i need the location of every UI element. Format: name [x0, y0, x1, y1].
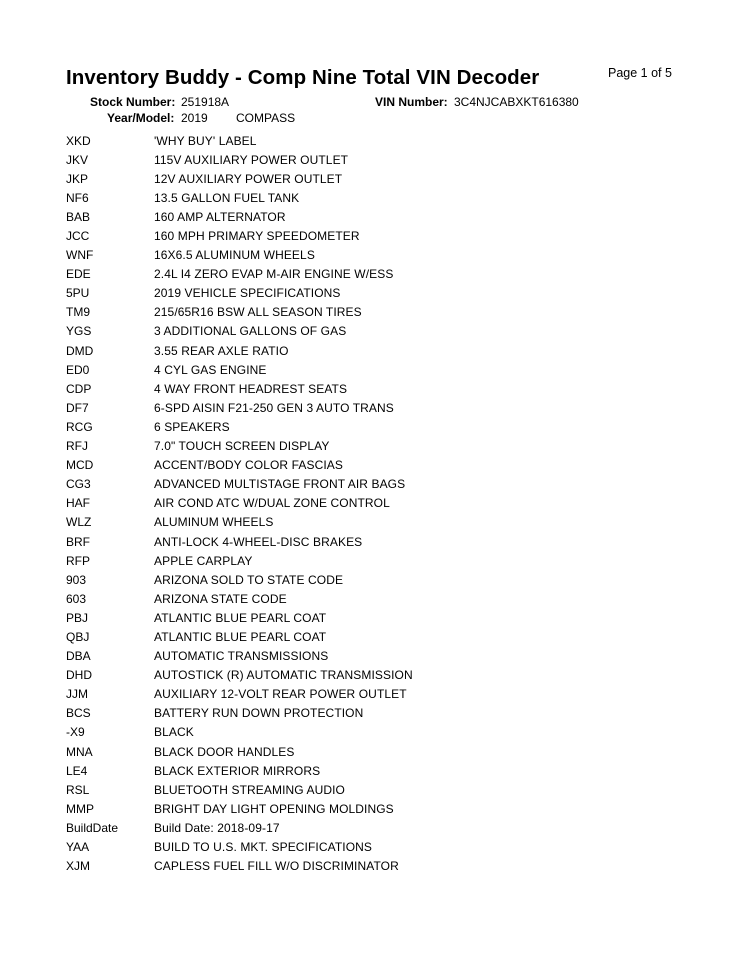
- option-description: ACCENT/BODY COLOR FASCIAS: [154, 458, 343, 473]
- option-description: APPLE CARPLAY: [154, 553, 253, 568]
- year-value: 2019: [181, 111, 208, 125]
- option-row: [66, 666, 413, 685]
- year-model-label: Year/Model:: [107, 111, 175, 125]
- option-description: ANTI-LOCK 4-WHEEL-DISC BRAKES: [154, 534, 363, 549]
- option-row: [66, 456, 413, 475]
- option-row: [66, 513, 413, 532]
- option-code: PBJ: [66, 610, 89, 625]
- option-description: 2.4L I4 ZERO EVAP M-AIR ENGINE W/ESS: [154, 267, 394, 282]
- option-description: 3.55 REAR AXLE RATIO: [154, 343, 289, 358]
- option-row: [66, 742, 413, 761]
- document-title: Inventory Buddy - Comp Nine Total VIN Decoder: [66, 66, 540, 89]
- option-row: [66, 857, 413, 876]
- option-code: WNF: [66, 248, 94, 263]
- option-description: AUTOMATIC TRANSMISSIONS: [154, 649, 329, 664]
- option-description: 115V AUXILIARY POWER OUTLET: [154, 152, 349, 167]
- option-description: BLACK EXTERIOR MIRRORS: [154, 763, 321, 778]
- option-code: -X9: [66, 725, 85, 740]
- option-code: TM9: [66, 305, 90, 320]
- option-code: WLZ: [66, 515, 92, 530]
- option-description: BLACK: [154, 725, 194, 740]
- option-row: [66, 627, 413, 646]
- option-row: [66, 761, 413, 780]
- option-code: MNA: [66, 744, 93, 759]
- option-row: [66, 589, 413, 608]
- option-code: DHD: [66, 668, 92, 683]
- option-row: [66, 551, 413, 570]
- option-code: BCS: [66, 706, 91, 721]
- option-description: BLACK DOOR HANDLES: [154, 744, 295, 759]
- option-description: BRIGHT DAY LIGHT OPENING MOLDINGS: [154, 801, 394, 816]
- option-description: AUTOSTICK (R) AUTOMATIC TRANSMISSION: [154, 668, 413, 683]
- option-row: [66, 437, 413, 456]
- option-row: [66, 723, 413, 742]
- vin-number-value: 3C4NJCABXKT616380: [454, 95, 579, 109]
- option-row: [66, 226, 413, 245]
- option-row: [66, 417, 413, 436]
- option-code: JKP: [66, 171, 89, 186]
- option-code: RFJ: [66, 439, 88, 454]
- stock-number-value: 251918A: [181, 95, 230, 109]
- option-description: 7.0" TOUCH SCREEN DISPLAY: [154, 439, 330, 454]
- option-description: 160 MPH PRIMARY SPEEDOMETER: [154, 229, 360, 244]
- option-description: ATLANTIC BLUE PEARL COAT: [154, 629, 327, 644]
- option-row: [66, 475, 413, 494]
- option-row: [66, 647, 413, 666]
- option-row: [66, 608, 413, 627]
- option-code: CDP: [66, 381, 92, 396]
- option-description: 2019 VEHICLE SPECIFICATIONS: [154, 286, 341, 301]
- option-code: DMD: [66, 343, 94, 358]
- model-value: COMPASS: [236, 111, 296, 125]
- option-code: XJM: [66, 859, 90, 874]
- option-description: 13.5 GALLON FUEL TANK: [154, 190, 300, 205]
- option-code: JKV: [66, 152, 89, 167]
- option-code: LE4: [66, 763, 88, 778]
- option-row: [66, 570, 413, 589]
- option-code: 903: [66, 572, 87, 587]
- option-row: [66, 207, 413, 226]
- option-description: 4 WAY FRONT HEADREST SEATS: [154, 381, 348, 396]
- option-code: 5PU: [66, 286, 90, 301]
- option-row: [66, 780, 413, 799]
- option-description: ALUMINUM WHEELS: [154, 515, 274, 530]
- option-code: CG3: [66, 477, 91, 492]
- vin-number-label: VIN Number:: [375, 95, 448, 109]
- option-description: 160 AMP ALTERNATOR: [154, 209, 286, 224]
- option-code: BAB: [66, 209, 91, 224]
- option-row: [66, 837, 413, 856]
- option-code-list: [66, 131, 413, 876]
- option-code: EDE: [66, 267, 91, 282]
- option-description: ADVANCED MULTISTAGE FRONT AIR BAGS: [154, 477, 406, 492]
- stock-number-label: Stock Number:: [90, 95, 176, 109]
- option-code: HAF: [66, 496, 90, 511]
- option-row: [66, 265, 413, 284]
- option-code: DF7: [66, 400, 89, 415]
- option-description: ARIZONA STATE CODE: [154, 591, 287, 606]
- option-row: [66, 532, 413, 551]
- option-code: MMP: [66, 801, 94, 816]
- option-code: 603: [66, 591, 87, 606]
- option-code: YGS: [66, 324, 92, 339]
- option-description: ARIZONA SOLD TO STATE CODE: [154, 572, 344, 587]
- option-code: MCD: [66, 458, 94, 473]
- option-code: QBJ: [66, 629, 90, 644]
- option-code: YAA: [66, 840, 90, 855]
- option-code: XKD: [66, 133, 91, 148]
- option-description: 6-SPD AISIN F21-250 GEN 3 AUTO TRANS: [154, 400, 394, 415]
- option-row: [66, 169, 413, 188]
- option-row: [66, 685, 413, 704]
- option-description: BLUETOOTH STREAMING AUDIO: [154, 782, 345, 797]
- option-description: AIR COND ATC W/DUAL ZONE CONTROL: [154, 496, 390, 511]
- option-description: Build Date: 2018-09-17: [154, 820, 280, 835]
- option-description: 3 ADDITIONAL GALLONS OF GAS: [154, 324, 347, 339]
- option-code: JCC: [66, 229, 90, 244]
- option-row: [66, 398, 413, 417]
- option-code: RFP: [66, 553, 90, 568]
- option-description: 215/65R16 BSW ALL SEASON TIRES: [154, 305, 362, 320]
- option-row: [66, 704, 413, 723]
- option-description: ATLANTIC BLUE PEARL COAT: [154, 610, 327, 625]
- option-description: BATTERY RUN DOWN PROTECTION: [154, 706, 364, 721]
- option-code: DBA: [66, 649, 91, 664]
- option-row: [66, 131, 413, 150]
- option-row: [66, 379, 413, 398]
- option-row: [66, 246, 413, 265]
- option-row: [66, 150, 413, 169]
- option-description: CAPLESS FUEL FILL W/O DISCRIMINATOR: [154, 859, 399, 874]
- option-row: [66, 818, 413, 837]
- option-row: [66, 303, 413, 322]
- option-description: 6 SPEAKERS: [154, 419, 230, 434]
- option-description: BUILD TO U.S. MKT. SPECIFICATIONS: [154, 840, 373, 855]
- option-row: [66, 494, 413, 513]
- option-code: BRF: [66, 534, 90, 549]
- page-number: Page 1 of 5: [608, 66, 672, 80]
- option-description: 16X6.5 ALUMINUM WHEELS: [154, 248, 315, 263]
- option-row: [66, 341, 413, 360]
- option-row: [66, 360, 413, 379]
- option-code: BuildDate: [66, 820, 119, 835]
- option-row: [66, 188, 413, 207]
- option-description: AUXILIARY 12-VOLT REAR POWER OUTLET: [154, 687, 407, 702]
- option-row: [66, 322, 413, 341]
- option-code: JJM: [66, 687, 88, 702]
- option-description: 12V AUXILIARY POWER OUTLET: [154, 171, 343, 186]
- option-code: RSL: [66, 782, 90, 797]
- option-description: 4 CYL GAS ENGINE: [154, 362, 267, 377]
- option-code: NF6: [66, 190, 89, 205]
- option-row: [66, 799, 413, 818]
- option-code: ED0: [66, 362, 90, 377]
- option-description: 'WHY BUY' LABEL: [154, 133, 257, 148]
- option-row: [66, 284, 413, 303]
- option-code: RCG: [66, 419, 93, 434]
